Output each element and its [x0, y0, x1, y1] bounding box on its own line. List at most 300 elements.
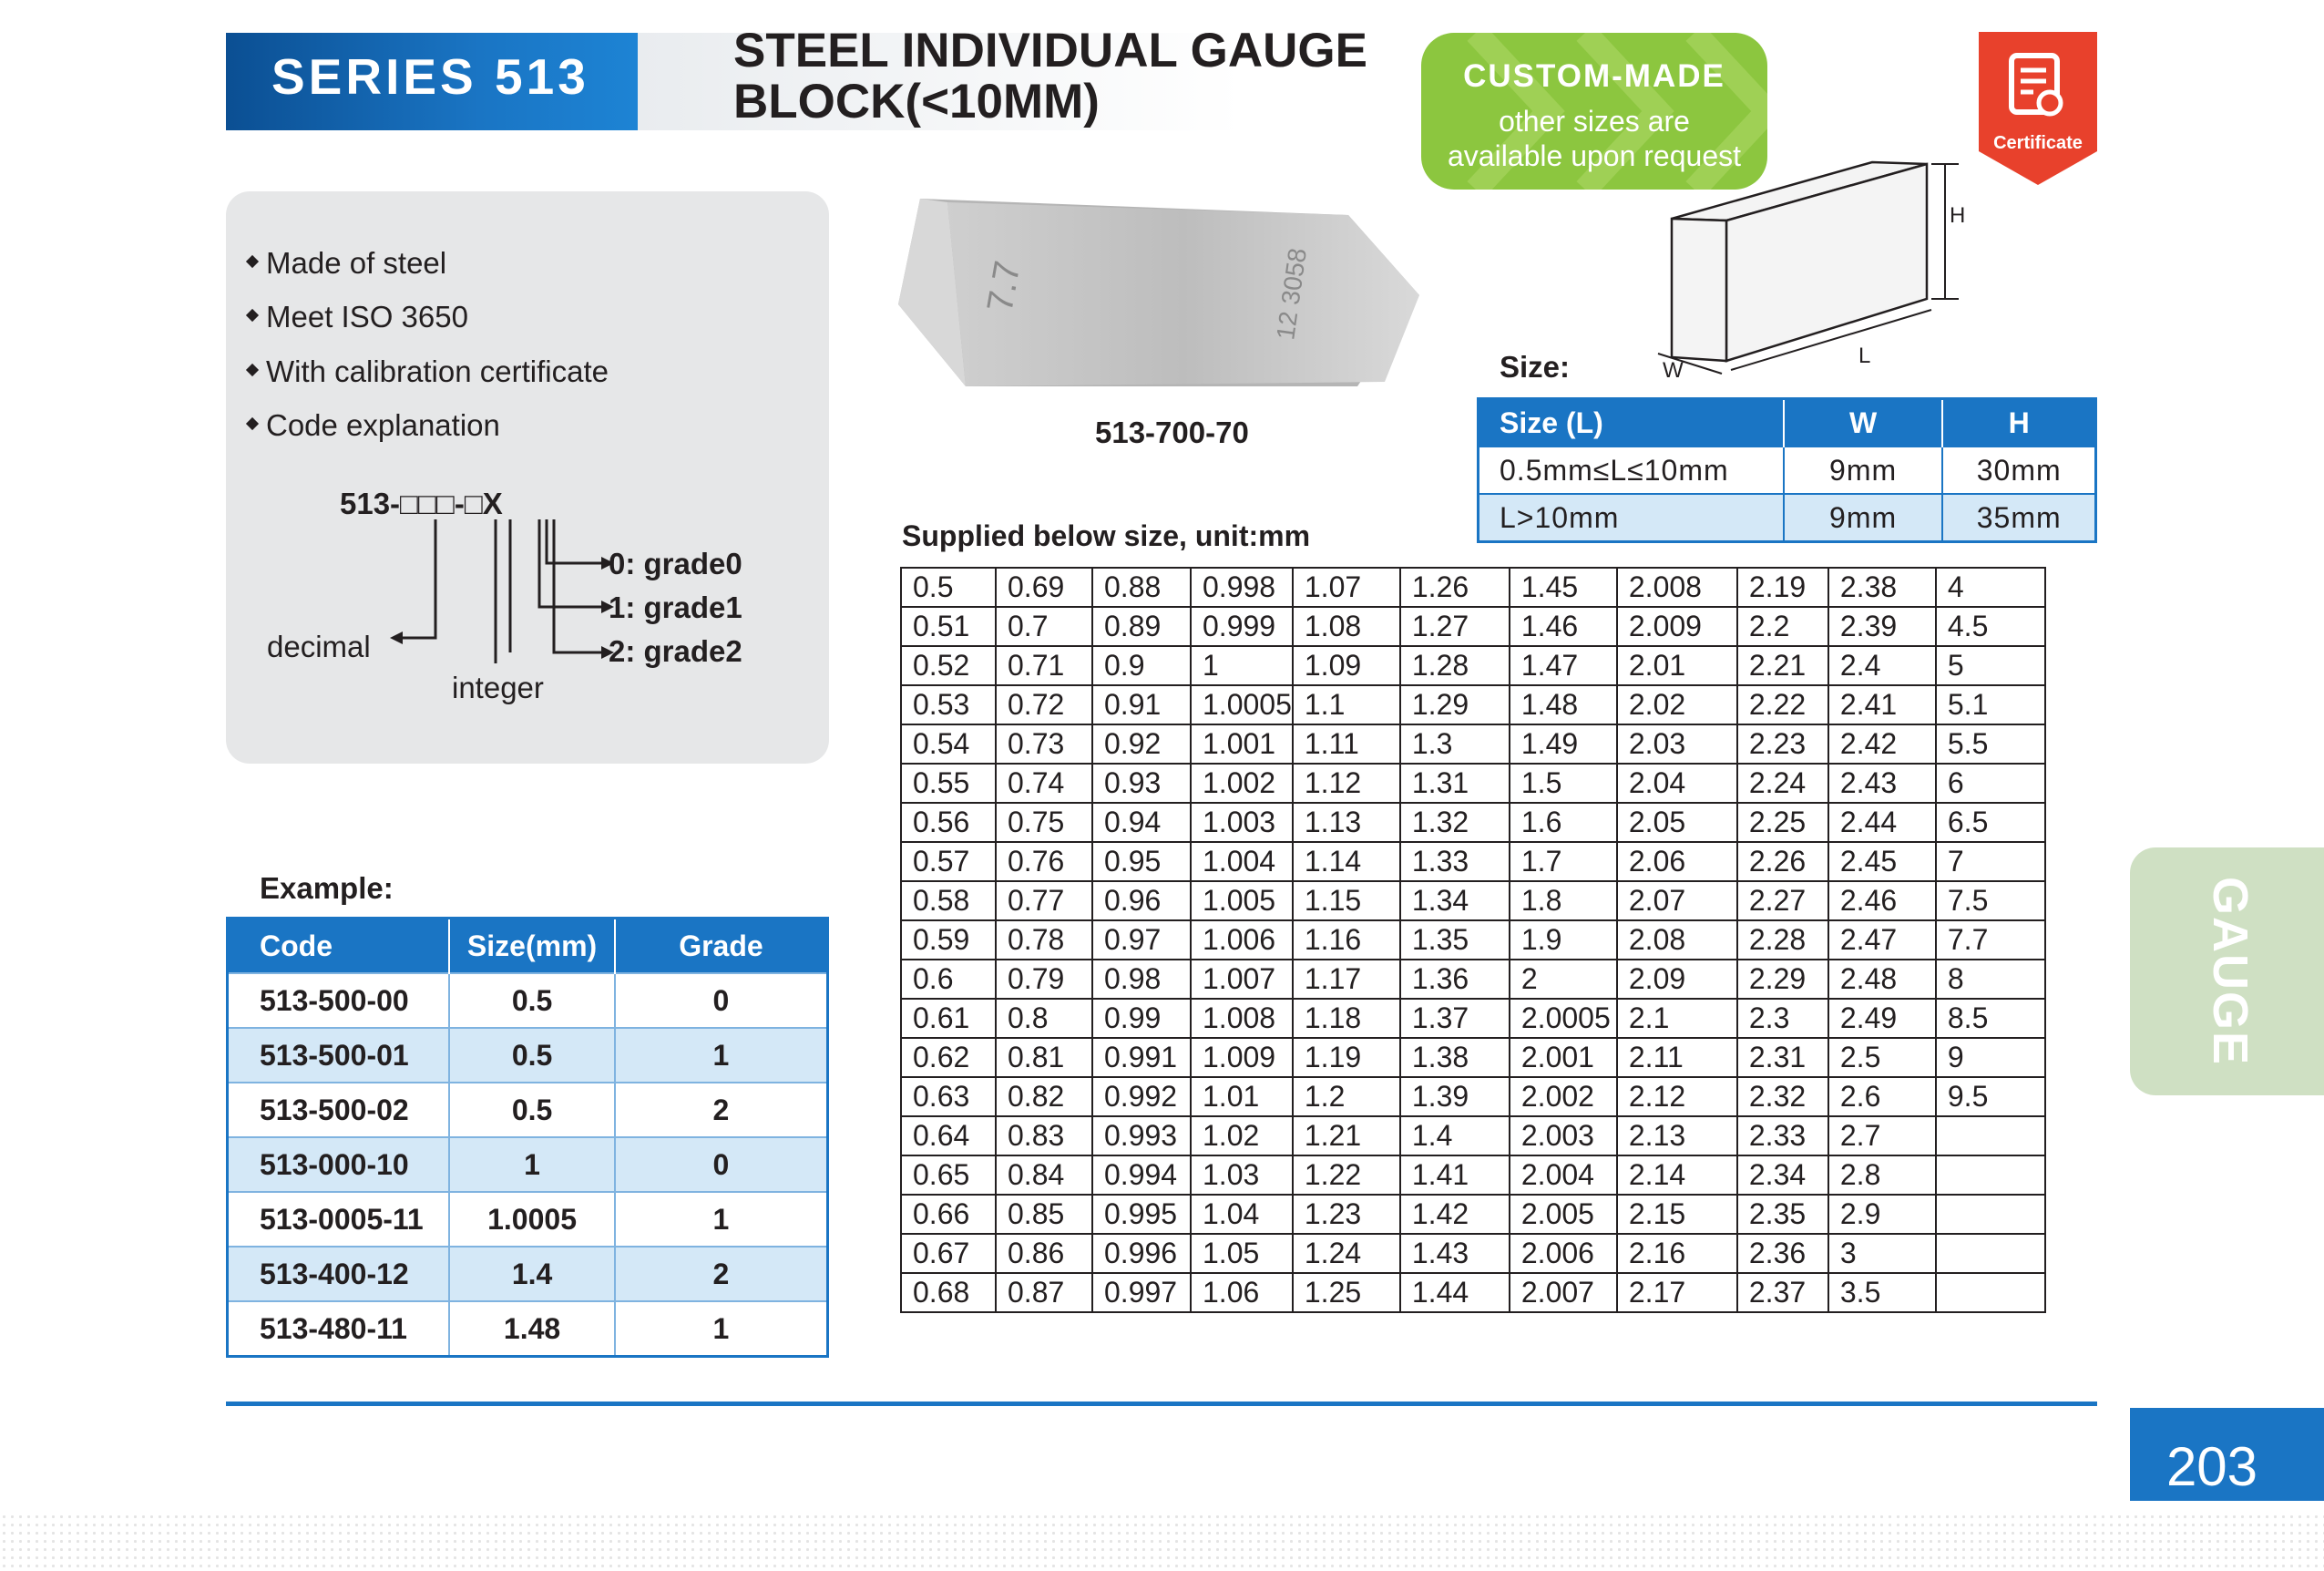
size-table-row [1479, 494, 2096, 542]
supplied-cell: 1.004 [1191, 842, 1293, 881]
supplied-cell: 1.49 [1510, 724, 1617, 764]
supplied-cell: 0.97 [1092, 920, 1191, 960]
supplied-cell: 2.6 [1828, 1077, 1936, 1116]
supplied-cell: 0.92 [1092, 724, 1191, 764]
gauge-block-photo [893, 195, 1421, 386]
supplied-sizes-label: Supplied below size, unit:mm [902, 519, 1311, 552]
example-cell: 513-500-01 [228, 1028, 450, 1083]
supplied-cell: 2.14 [1617, 1155, 1737, 1195]
supplied-table-row [901, 960, 2045, 999]
supplied-cell: 1.006 [1191, 920, 1293, 960]
supplied-cell: 1.39 [1400, 1077, 1510, 1116]
supplied-cell: 1.38 [1400, 1038, 1510, 1077]
example-cell: 0.5 [449, 1028, 615, 1083]
dimension-h-label: H [1950, 203, 1966, 228]
supplied-cell: 2.41 [1828, 685, 1936, 724]
supplied-cell: 1.003 [1191, 803, 1293, 842]
supplied-cell: 0.81 [996, 1038, 1092, 1077]
grade-2-label: 2: grade2 [609, 634, 742, 668]
supplied-table-row [901, 803, 2045, 842]
dimension-diagram [1631, 146, 1986, 392]
supplied-cell: 1.08 [1293, 607, 1400, 646]
supplied-cell: 2.11 [1617, 1038, 1737, 1077]
supplied-cell: 0.58 [901, 881, 996, 920]
page-number: 203 [2165, 1436, 2258, 1497]
example-cell: 1.4 [449, 1247, 615, 1301]
supplied-cell: 2.8 [1828, 1155, 1936, 1195]
supplied-cell: 0.99 [1092, 999, 1191, 1038]
certificate-icon [2006, 52, 2070, 125]
supplied-cell: 1.31 [1400, 764, 1510, 803]
supplied-cell: 0.53 [901, 685, 996, 724]
example-table-row [228, 1083, 828, 1137]
supplied-cell: 0.995 [1092, 1195, 1191, 1234]
supplied-cell [1936, 1273, 2045, 1312]
example-cell: 0 [615, 973, 828, 1028]
product-caption: 513-700-70 [1095, 416, 1249, 449]
supplied-cell: 0.77 [996, 881, 1092, 920]
supplied-cell: 0.83 [996, 1116, 1092, 1155]
example-cell: 1.48 [449, 1301, 615, 1357]
block-engraving-size: 7.7 [979, 258, 1029, 315]
supplied-cell: 0.73 [996, 724, 1092, 764]
supplied-cell: 0.67 [901, 1234, 996, 1273]
example-cell: 0.5 [449, 973, 615, 1028]
supplied-cell: 2.01 [1617, 646, 1737, 685]
supplied-table-row [901, 1116, 2045, 1155]
footer-rule [226, 1402, 2097, 1406]
supplied-cell: 2.22 [1737, 685, 1828, 724]
supplied-cell: 0.87 [996, 1273, 1092, 1312]
supplied-cell: 2.03 [1617, 724, 1737, 764]
size-header-length: Size (L) [1479, 399, 1784, 447]
supplied-cell: 1.4 [1400, 1116, 1510, 1155]
supplied-cell: 1.8 [1510, 881, 1617, 920]
supplied-cell: 1.43 [1400, 1234, 1510, 1273]
supplied-cell: 0.91 [1092, 685, 1191, 724]
size-cell: 30mm [1942, 447, 2095, 494]
supplied-cell: 1.13 [1293, 803, 1400, 842]
supplied-table-row [901, 1273, 2045, 1312]
supplied-cell: 2.06 [1617, 842, 1737, 881]
supplied-cell: 2.4 [1828, 646, 1936, 685]
supplied-table-row [901, 842, 2045, 881]
size-table-row [1479, 447, 2096, 494]
example-label: Example: [260, 871, 394, 905]
supplied-cell: 2.007 [1510, 1273, 1617, 1312]
supplied-table-row [901, 999, 2045, 1038]
supplied-cell: 0.999 [1191, 607, 1293, 646]
supplied-cell: 0.79 [996, 960, 1092, 999]
size-table [1477, 397, 2097, 543]
supplied-cell: 6 [1936, 764, 2045, 803]
supplied-cell: 2.16 [1617, 1234, 1737, 1273]
supplied-cell: 0.72 [996, 685, 1092, 724]
custom-made-text: other sizes are available upon request [1447, 105, 1741, 172]
supplied-cell: 1.002 [1191, 764, 1293, 803]
supplied-cell: 7.5 [1936, 881, 2045, 920]
supplied-cell: 1.7 [1510, 842, 1617, 881]
supplied-cell: 0.76 [996, 842, 1092, 881]
size-table-header [1479, 399, 2096, 447]
supplied-table-row [901, 607, 2045, 646]
supplied-cell: 2.37 [1737, 1273, 1828, 1312]
supplied-cell: 0.93 [1092, 764, 1191, 803]
supplied-cell: 1.2 [1293, 1077, 1400, 1116]
supplied-cell: 1.06 [1191, 1273, 1293, 1312]
supplied-cell: 0.993 [1092, 1116, 1191, 1155]
supplied-cell: 1.22 [1293, 1155, 1400, 1195]
example-cell: 1.0005 [449, 1192, 615, 1247]
supplied-table-row [901, 685, 2045, 724]
supplied-cell: 2.33 [1737, 1116, 1828, 1155]
supplied-cell: 0.7 [996, 607, 1092, 646]
supplied-cell: 0.89 [1092, 607, 1191, 646]
supplied-cell: 1.1 [1293, 685, 1400, 724]
supplied-cell: 2.2 [1737, 607, 1828, 646]
supplied-cell: 2.45 [1828, 842, 1936, 881]
supplied-cell: 1.35 [1400, 920, 1510, 960]
footer-dot-pattern [0, 1513, 2324, 1571]
supplied-cell: 2.07 [1617, 881, 1737, 920]
supplied-table-row [901, 646, 2045, 685]
supplied-table-row [901, 1195, 2045, 1234]
supplied-cell: 1.41 [1400, 1155, 1510, 1195]
supplied-cell: 2.29 [1737, 960, 1828, 999]
example-cell: 1 [615, 1028, 828, 1083]
supplied-cell: 2.15 [1617, 1195, 1737, 1234]
feature-item: With calibration certificate [266, 354, 609, 389]
supplied-table-row [901, 1077, 2045, 1116]
supplied-cell: 1.0005 [1191, 685, 1293, 724]
supplied-cell: 2.48 [1828, 960, 1936, 999]
supplied-cell: 2.12 [1617, 1077, 1737, 1116]
supplied-cell: 2.1 [1617, 999, 1737, 1038]
supplied-cell: 0.9 [1092, 646, 1191, 685]
supplied-cell: 1.24 [1293, 1234, 1400, 1273]
supplied-cell: 1.44 [1400, 1273, 1510, 1312]
supplied-cell: 0.66 [901, 1195, 996, 1234]
supplied-cell: 1.36 [1400, 960, 1510, 999]
supplied-cell: 0.63 [901, 1077, 996, 1116]
supplied-table-row [901, 1234, 2045, 1273]
supplied-cell: 0.64 [901, 1116, 996, 1155]
size-cell: L>10mm [1479, 494, 1784, 542]
supplied-cell: 5 [1936, 646, 2045, 685]
supplied-cell: 2.27 [1737, 881, 1828, 920]
supplied-cell: 0.52 [901, 646, 996, 685]
supplied-cell: 0.51 [901, 607, 996, 646]
supplied-cell: 0.85 [996, 1195, 1092, 1234]
example-table-row [228, 1247, 828, 1301]
supplied-cell: 2.31 [1737, 1038, 1828, 1077]
supplied-cell: 2.24 [1737, 764, 1828, 803]
supplied-cell: 3 [1828, 1234, 1936, 1273]
supplied-cell: 1.45 [1510, 568, 1617, 607]
supplied-cell: 2.47 [1828, 920, 1936, 960]
supplied-cell: 2.009 [1617, 607, 1737, 646]
supplied-cell: 1.26 [1400, 568, 1510, 607]
size-cell: 35mm [1942, 494, 2095, 542]
supplied-cell: 1.03 [1191, 1155, 1293, 1195]
supplied-cell: 1.05 [1191, 1234, 1293, 1273]
supplied-cell: 1.42 [1400, 1195, 1510, 1234]
supplied-cell: 0.57 [901, 842, 996, 881]
supplied-cell: 2.21 [1737, 646, 1828, 685]
supplied-cell [1936, 1234, 2045, 1273]
supplied-cell: 0.82 [996, 1077, 1092, 1116]
supplied-cell: 1.46 [1510, 607, 1617, 646]
example-cell: 513-500-00 [228, 973, 450, 1028]
example-table [226, 917, 829, 1358]
supplied-cell: 0.6 [901, 960, 996, 999]
supplied-cell: 2.13 [1617, 1116, 1737, 1155]
supplied-cell: 0.998 [1191, 568, 1293, 607]
supplied-cell: 1.48 [1510, 685, 1617, 724]
supplied-cell: 1.009 [1191, 1038, 1293, 1077]
supplied-cell: 1.09 [1293, 646, 1400, 685]
supplied-cell: 2.5 [1828, 1038, 1936, 1077]
supplied-cell: 0.996 [1092, 1234, 1191, 1273]
size-header-width: W [1784, 399, 1943, 447]
supplied-cell: 1.11 [1293, 724, 1400, 764]
feature-item: Code explanation [266, 408, 500, 443]
supplied-cell [1936, 1155, 2045, 1195]
example-cell: 2 [615, 1247, 828, 1301]
supplied-cell: 1 [1191, 646, 1293, 685]
size-header-height: H [1942, 399, 2095, 447]
supplied-cell: 2.008 [1617, 568, 1737, 607]
supplied-cell: 1.008 [1191, 999, 1293, 1038]
supplied-cell: 9.5 [1936, 1077, 2045, 1116]
certificate-label: Certificate [1993, 133, 2083, 153]
supplied-cell: 0.95 [1092, 842, 1191, 881]
supplied-table-row [901, 568, 2045, 607]
supplied-cell: 2.02 [1617, 685, 1737, 724]
supplied-cell: 1.28 [1400, 646, 1510, 685]
supplied-cell: 2.46 [1828, 881, 1936, 920]
supplied-cell: 2.34 [1737, 1155, 1828, 1195]
supplied-cell: 2.9 [1828, 1195, 1936, 1234]
size-cell: 9mm [1784, 494, 1943, 542]
example-cell: 1 [615, 1192, 828, 1247]
supplied-cell: 1.18 [1293, 999, 1400, 1038]
supplied-cell: 2.42 [1828, 724, 1936, 764]
feature-item: Meet ISO 3650 [266, 300, 468, 334]
supplied-table-row [901, 920, 2045, 960]
supplied-cell: 0.88 [1092, 568, 1191, 607]
example-table-body [228, 973, 828, 1357]
supplied-cell: 1.33 [1400, 842, 1510, 881]
supplied-cell: 1.17 [1293, 960, 1400, 999]
grade-1-label: 1: grade1 [609, 590, 742, 624]
supplied-cell: 0.55 [901, 764, 996, 803]
supplied-cell: 0.8 [996, 999, 1092, 1038]
supplied-cell: 2.05 [1617, 803, 1737, 842]
supplied-sizes-table [900, 567, 2046, 1313]
side-tab-label: GAUGE [2203, 876, 2257, 1067]
supplied-table-row [901, 724, 2045, 764]
example-table-row [228, 1301, 828, 1357]
supplied-cell: 2.19 [1737, 568, 1828, 607]
supplied-cell: 1.15 [1293, 881, 1400, 920]
supplied-cell: 1.5 [1510, 764, 1617, 803]
supplied-cell: 2.39 [1828, 607, 1936, 646]
supplied-cell: 4 [1936, 568, 2045, 607]
supplied-table-row [901, 764, 2045, 803]
supplied-cell: 1.16 [1293, 920, 1400, 960]
supplied-cell: 2.26 [1737, 842, 1828, 881]
supplied-cell: 2.28 [1737, 920, 1828, 960]
supplied-cell: 7.7 [1936, 920, 2045, 960]
supplied-cell: 1.23 [1293, 1195, 1400, 1234]
supplied-cell: 0.5 [901, 568, 996, 607]
supplied-cell: 0.69 [996, 568, 1092, 607]
example-header-code: Code [228, 919, 450, 974]
supplied-cell: 1.3 [1400, 724, 1510, 764]
supplied-cell: 0.86 [996, 1234, 1092, 1273]
supplied-cell: 2.08 [1617, 920, 1737, 960]
supplied-cell: 1.14 [1293, 842, 1400, 881]
page-title-line-2: BLOCK(<10MM) [733, 75, 1100, 128]
supplied-cell: 8 [1936, 960, 2045, 999]
supplied-cell: 0.75 [996, 803, 1092, 842]
supplied-cell: 2.23 [1737, 724, 1828, 764]
supplied-cell: 2.25 [1737, 803, 1828, 842]
supplied-cell: 0.56 [901, 803, 996, 842]
supplied-cell: 2.7 [1828, 1116, 1936, 1155]
supplied-cell: 2.003 [1510, 1116, 1617, 1155]
example-cell: 2 [615, 1083, 828, 1137]
example-cell: 513-500-02 [228, 1083, 450, 1137]
supplied-cell: 2 [1510, 960, 1617, 999]
supplied-cell: 0.78 [996, 920, 1092, 960]
supplied-table-body [901, 568, 2045, 1312]
block-engraving-serial: 12 3058 [1271, 246, 1313, 342]
supplied-cell: 0.994 [1092, 1155, 1191, 1195]
supplied-cell: 2.04 [1617, 764, 1737, 803]
supplied-cell: 2.005 [1510, 1195, 1617, 1234]
supplied-cell: 2.35 [1737, 1195, 1828, 1234]
supplied-table-row [901, 881, 2045, 920]
example-cell: 513-480-11 [228, 1301, 450, 1357]
supplied-cell: 2.001 [1510, 1038, 1617, 1077]
supplied-cell: 0.54 [901, 724, 996, 764]
supplied-cell: 1.01 [1191, 1077, 1293, 1116]
supplied-cell: 1.27 [1400, 607, 1510, 646]
supplied-cell: 0.59 [901, 920, 996, 960]
supplied-cell: 2.43 [1828, 764, 1936, 803]
supplied-cell: 0.84 [996, 1155, 1092, 1195]
supplied-cell: 1.32 [1400, 803, 1510, 842]
supplied-cell: 2.09 [1617, 960, 1737, 999]
supplied-cell: 1.005 [1191, 881, 1293, 920]
example-cell: 1 [449, 1137, 615, 1192]
supplied-cell: 7 [1936, 842, 2045, 881]
integer-label: integer [452, 671, 544, 704]
supplied-cell: 0.98 [1092, 960, 1191, 999]
supplied-cell: 1.9 [1510, 920, 1617, 960]
example-cell: 513-400-12 [228, 1247, 450, 1301]
supplied-cell: 0.997 [1092, 1273, 1191, 1312]
example-table-row [228, 1028, 828, 1083]
code-pattern: 513-□□□-□X [340, 487, 503, 520]
supplied-cell: 6.5 [1936, 803, 2045, 842]
size-cell: 9mm [1784, 447, 1943, 494]
supplied-cell: 0.96 [1092, 881, 1191, 920]
supplied-cell: 2.3 [1737, 999, 1828, 1038]
supplied-cell: 2.44 [1828, 803, 1936, 842]
supplied-cell: 1.001 [1191, 724, 1293, 764]
size-label: Size: [1500, 350, 1571, 384]
dimension-l-label: L [1858, 344, 1871, 368]
supplied-cell: 1.37 [1400, 999, 1510, 1038]
supplied-cell: 1.12 [1293, 764, 1400, 803]
example-header-size: Size(mm) [449, 919, 615, 974]
supplied-cell: 2.32 [1737, 1077, 1828, 1116]
series-title: SERIES 513 [271, 48, 589, 105]
custom-made-title: CUSTOM-MADE [1463, 58, 1725, 94]
supplied-cell: 1.04 [1191, 1195, 1293, 1234]
supplied-cell: 1.6 [1510, 803, 1617, 842]
supplied-cell: 1.07 [1293, 568, 1400, 607]
supplied-cell: 1.19 [1293, 1038, 1400, 1077]
supplied-cell: 0.992 [1092, 1077, 1191, 1116]
supplied-cell: 1.34 [1400, 881, 1510, 920]
supplied-cell [1936, 1116, 2045, 1155]
dimension-w-label: W [1663, 358, 1684, 383]
feature-item: Made of steel [266, 246, 446, 281]
supplied-cell: 1.25 [1293, 1273, 1400, 1312]
supplied-cell: 9 [1936, 1038, 2045, 1077]
supplied-cell: 0.62 [901, 1038, 996, 1077]
example-table-row [228, 1137, 828, 1192]
grade-0-label: 0: grade0 [609, 547, 742, 580]
supplied-cell: 0.61 [901, 999, 996, 1038]
supplied-cell: 1.02 [1191, 1116, 1293, 1155]
supplied-cell: 0.68 [901, 1273, 996, 1312]
decimal-label: decimal [267, 630, 371, 663]
supplied-table-row [901, 1155, 2045, 1195]
supplied-cell: 1.47 [1510, 646, 1617, 685]
supplied-cell: 1.29 [1400, 685, 1510, 724]
size-cell: 0.5mm≤L≤10mm [1479, 447, 1784, 494]
supplied-cell: 2.49 [1828, 999, 1936, 1038]
supplied-cell: 3.5 [1828, 1273, 1936, 1312]
supplied-cell: 1.21 [1293, 1116, 1400, 1155]
example-cell: 513-000-10 [228, 1137, 450, 1192]
supplied-table-row [901, 1038, 2045, 1077]
page-title-line-1: STEEL INDIVIDUAL GAUGE [733, 24, 1367, 77]
supplied-cell: 2.36 [1737, 1234, 1828, 1273]
supplied-cell: 2.38 [1828, 568, 1936, 607]
example-cell: 0 [615, 1137, 828, 1192]
supplied-cell: 8.5 [1936, 999, 2045, 1038]
supplied-cell: 0.74 [996, 764, 1092, 803]
supplied-cell: 1.007 [1191, 960, 1293, 999]
supplied-cell: 2.0005 [1510, 999, 1617, 1038]
supplied-cell: 4.5 [1936, 607, 2045, 646]
example-header-grade: Grade [615, 919, 828, 974]
example-cell: 513-0005-11 [228, 1192, 450, 1247]
supplied-cell: 2.006 [1510, 1234, 1617, 1273]
supplied-cell: 5.5 [1936, 724, 2045, 764]
example-cell: 1 [615, 1301, 828, 1357]
example-table-row [228, 973, 828, 1028]
supplied-cell: 0.991 [1092, 1038, 1191, 1077]
example-cell: 0.5 [449, 1083, 615, 1137]
supplied-cell: 0.94 [1092, 803, 1191, 842]
